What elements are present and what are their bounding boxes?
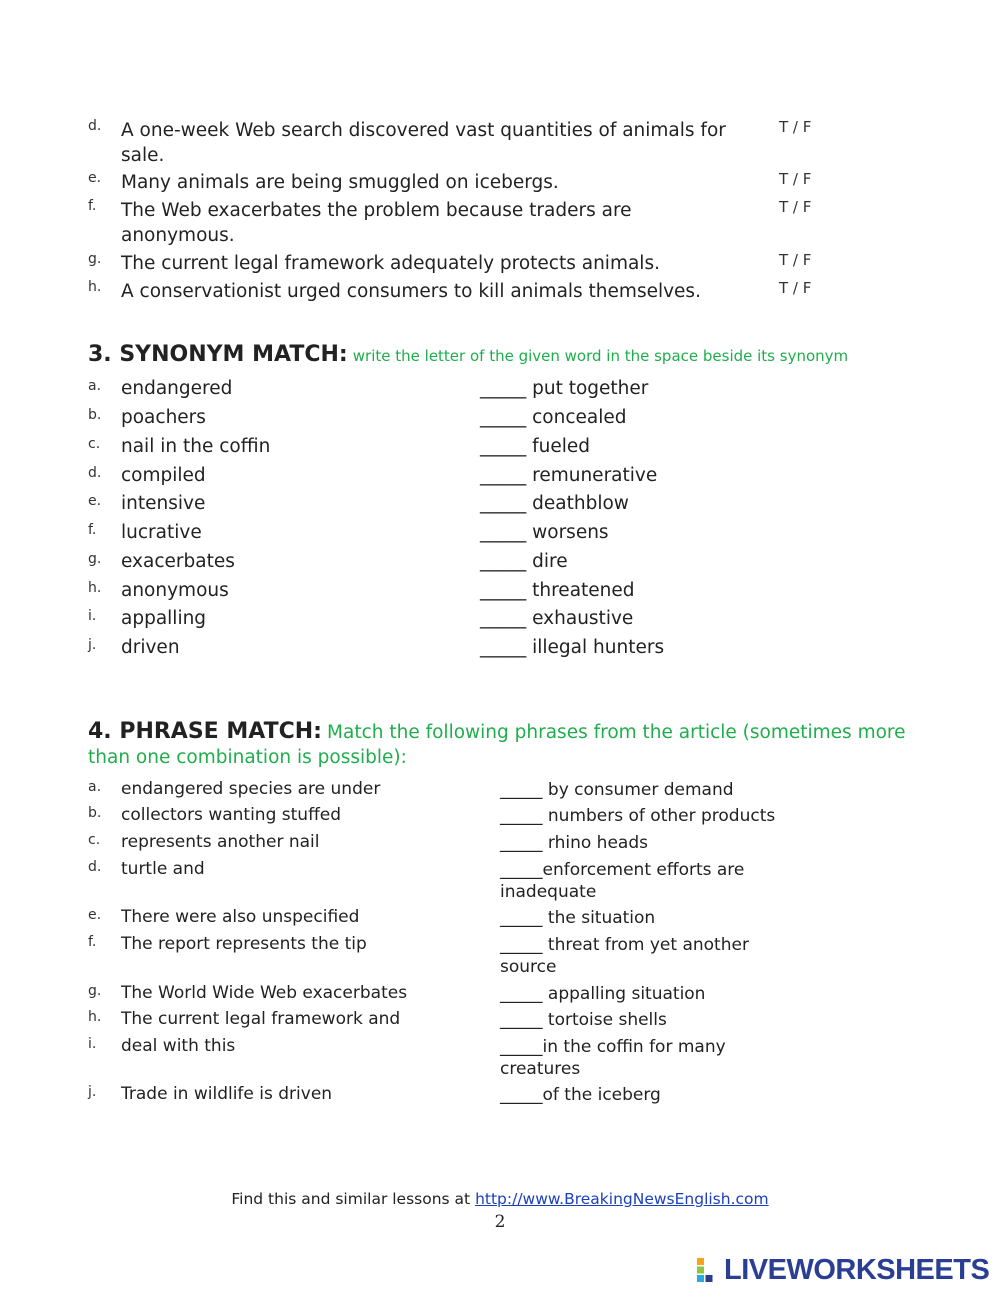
- phrase-end-blank[interactable]: _____ appalling situation: [500, 984, 706, 1004]
- synonym-word: poachers: [121, 407, 206, 428]
- section-title: 3. SYNONYM MATCH:: [88, 342, 348, 367]
- phrase-start: Trade in wildlife is driven: [121, 1084, 333, 1104]
- synonym-word: appalling: [121, 608, 207, 629]
- synonym-answer-blank[interactable]: _____ concealed: [480, 407, 627, 428]
- item-text: Many animals are being smuggled on icebergs.: [121, 172, 559, 193]
- phrase-start: represents another nail: [121, 832, 320, 852]
- item-letter: c.: [88, 436, 101, 452]
- phrase-end-blank[interactable]: _____ numbers of other products: [500, 806, 776, 826]
- footer-prefix: Find this and similar lessons at: [231, 1190, 476, 1208]
- synonym-answer-blank[interactable]: _____ threatened: [480, 580, 635, 601]
- item-letter: j.: [88, 637, 97, 653]
- synonym-word: endangered: [121, 378, 233, 399]
- item-letter: b.: [88, 805, 102, 821]
- item-letter: f.: [88, 522, 97, 538]
- phrase-end-blank[interactable]: _____in the coffin for many creatures: [500, 1037, 726, 1079]
- synonym-word: driven: [121, 637, 180, 658]
- synonym-word: anonymous: [121, 580, 229, 601]
- item-letter: g.: [88, 983, 102, 999]
- item-letter: a.: [88, 378, 102, 394]
- item-letter: f.: [88, 198, 97, 214]
- item-letter: d.: [88, 465, 102, 481]
- true-false-marker[interactable]: T / F: [779, 198, 812, 216]
- phrase-start: turtle and: [121, 859, 205, 879]
- phrase-end-blank[interactable]: _____ by consumer demand: [500, 780, 734, 800]
- item-letter: e.: [88, 493, 102, 509]
- item-letter: c.: [88, 832, 101, 848]
- item-text: A one-week Web search discovered vast quantities of animals for sale.: [121, 120, 726, 166]
- true-false-marker[interactable]: T / F: [779, 251, 812, 269]
- synonym-word: compiled: [121, 465, 206, 486]
- item-letter: h.: [88, 580, 102, 596]
- phrase-end-blank[interactable]: _____ rhino heads: [500, 833, 648, 853]
- liveworksheets-logo[interactable]: [697, 1254, 997, 1286]
- synonym-word: nail in the coffin: [121, 436, 271, 457]
- section-instruction: Match the following phrases from the article (sometimes more than one combination is possible):: [88, 722, 906, 768]
- phrase-end-blank[interactable]: _____enforcement efforts are inadequate: [500, 860, 745, 902]
- synonym-answer-blank[interactable]: _____ fueled: [480, 436, 591, 457]
- item-letter: f.: [88, 934, 97, 950]
- footer-credit: [0, 1190, 1000, 1208]
- phrase-start: The report represents the tip: [121, 934, 367, 954]
- phrase-start: endangered species are under: [121, 779, 381, 799]
- phrase-start: The current legal framework and: [121, 1009, 401, 1029]
- synonym-answer-blank[interactable]: _____ deathblow: [480, 493, 629, 514]
- phrase-match-heading: [88, 719, 928, 770]
- phrase-end-blank[interactable]: _____ threat from yet another source: [500, 935, 749, 977]
- synonym-answer-blank[interactable]: _____ remunerative: [480, 465, 658, 486]
- section-instruction: write the letter of the given word in the space beside its synonym: [352, 347, 849, 365]
- phrase-end-blank[interactable]: _____of the iceberg: [500, 1085, 661, 1105]
- item-letter: g.: [88, 251, 102, 267]
- phrase-start: collectors wanting stuffed: [121, 805, 342, 825]
- true-false-marker[interactable]: T / F: [779, 279, 812, 297]
- item-letter: b.: [88, 407, 102, 423]
- item-letter: h.: [88, 1009, 102, 1025]
- item-text: The Web exacerbates the problem because traders are anonymous.: [121, 200, 632, 246]
- phrase-start: The World Wide Web exacerbates: [121, 983, 408, 1003]
- logo-wordmark: LIVEWORKSHEETS: [724, 1254, 990, 1286]
- synonym-match-heading: [88, 342, 928, 367]
- phrase-start: There were also unspecified: [121, 907, 360, 927]
- phrase-end-blank[interactable]: _____ tortoise shells: [500, 1010, 667, 1030]
- synonym-answer-blank[interactable]: _____ worsens: [480, 522, 609, 543]
- item-letter: e.: [88, 170, 102, 186]
- synonym-word: lucrative: [121, 522, 202, 543]
- item-letter: e.: [88, 907, 102, 923]
- page-number: 2: [494, 1212, 506, 1232]
- synonym-word: exacerbates: [121, 551, 235, 572]
- item-text: A conservationist urged consumers to kill animals themselves.: [121, 281, 701, 302]
- item-letter: h.: [88, 279, 102, 295]
- synonym-word: intensive: [121, 493, 206, 514]
- item-letter: a.: [88, 779, 102, 795]
- item-letter: i.: [88, 1036, 97, 1052]
- phrase-end-blank[interactable]: _____ the situation: [500, 908, 656, 928]
- synonym-answer-blank[interactable]: _____ put together: [480, 378, 649, 399]
- footer-link[interactable]: http://www.BreakingNewsEnglish.com: [475, 1190, 769, 1208]
- item-letter: d.: [88, 859, 102, 875]
- item-letter: g.: [88, 551, 102, 567]
- synonym-answer-blank[interactable]: _____ dire: [480, 551, 568, 572]
- item-letter: d.: [88, 118, 102, 134]
- liveworksheets-logo-icon: [697, 1258, 721, 1282]
- item-letter: j.: [88, 1084, 97, 1100]
- section-title: 4. PHRASE MATCH:: [88, 719, 322, 744]
- phrase-start: deal with this: [121, 1036, 236, 1056]
- synonym-answer-blank[interactable]: _____ illegal hunters: [480, 637, 665, 658]
- true-false-marker[interactable]: T / F: [779, 118, 812, 136]
- synonym-answer-blank[interactable]: _____ exhaustive: [480, 608, 634, 629]
- true-false-marker[interactable]: T / F: [779, 170, 812, 188]
- item-letter: i.: [88, 608, 97, 624]
- item-text: The current legal framework adequately protects animals.: [121, 253, 660, 274]
